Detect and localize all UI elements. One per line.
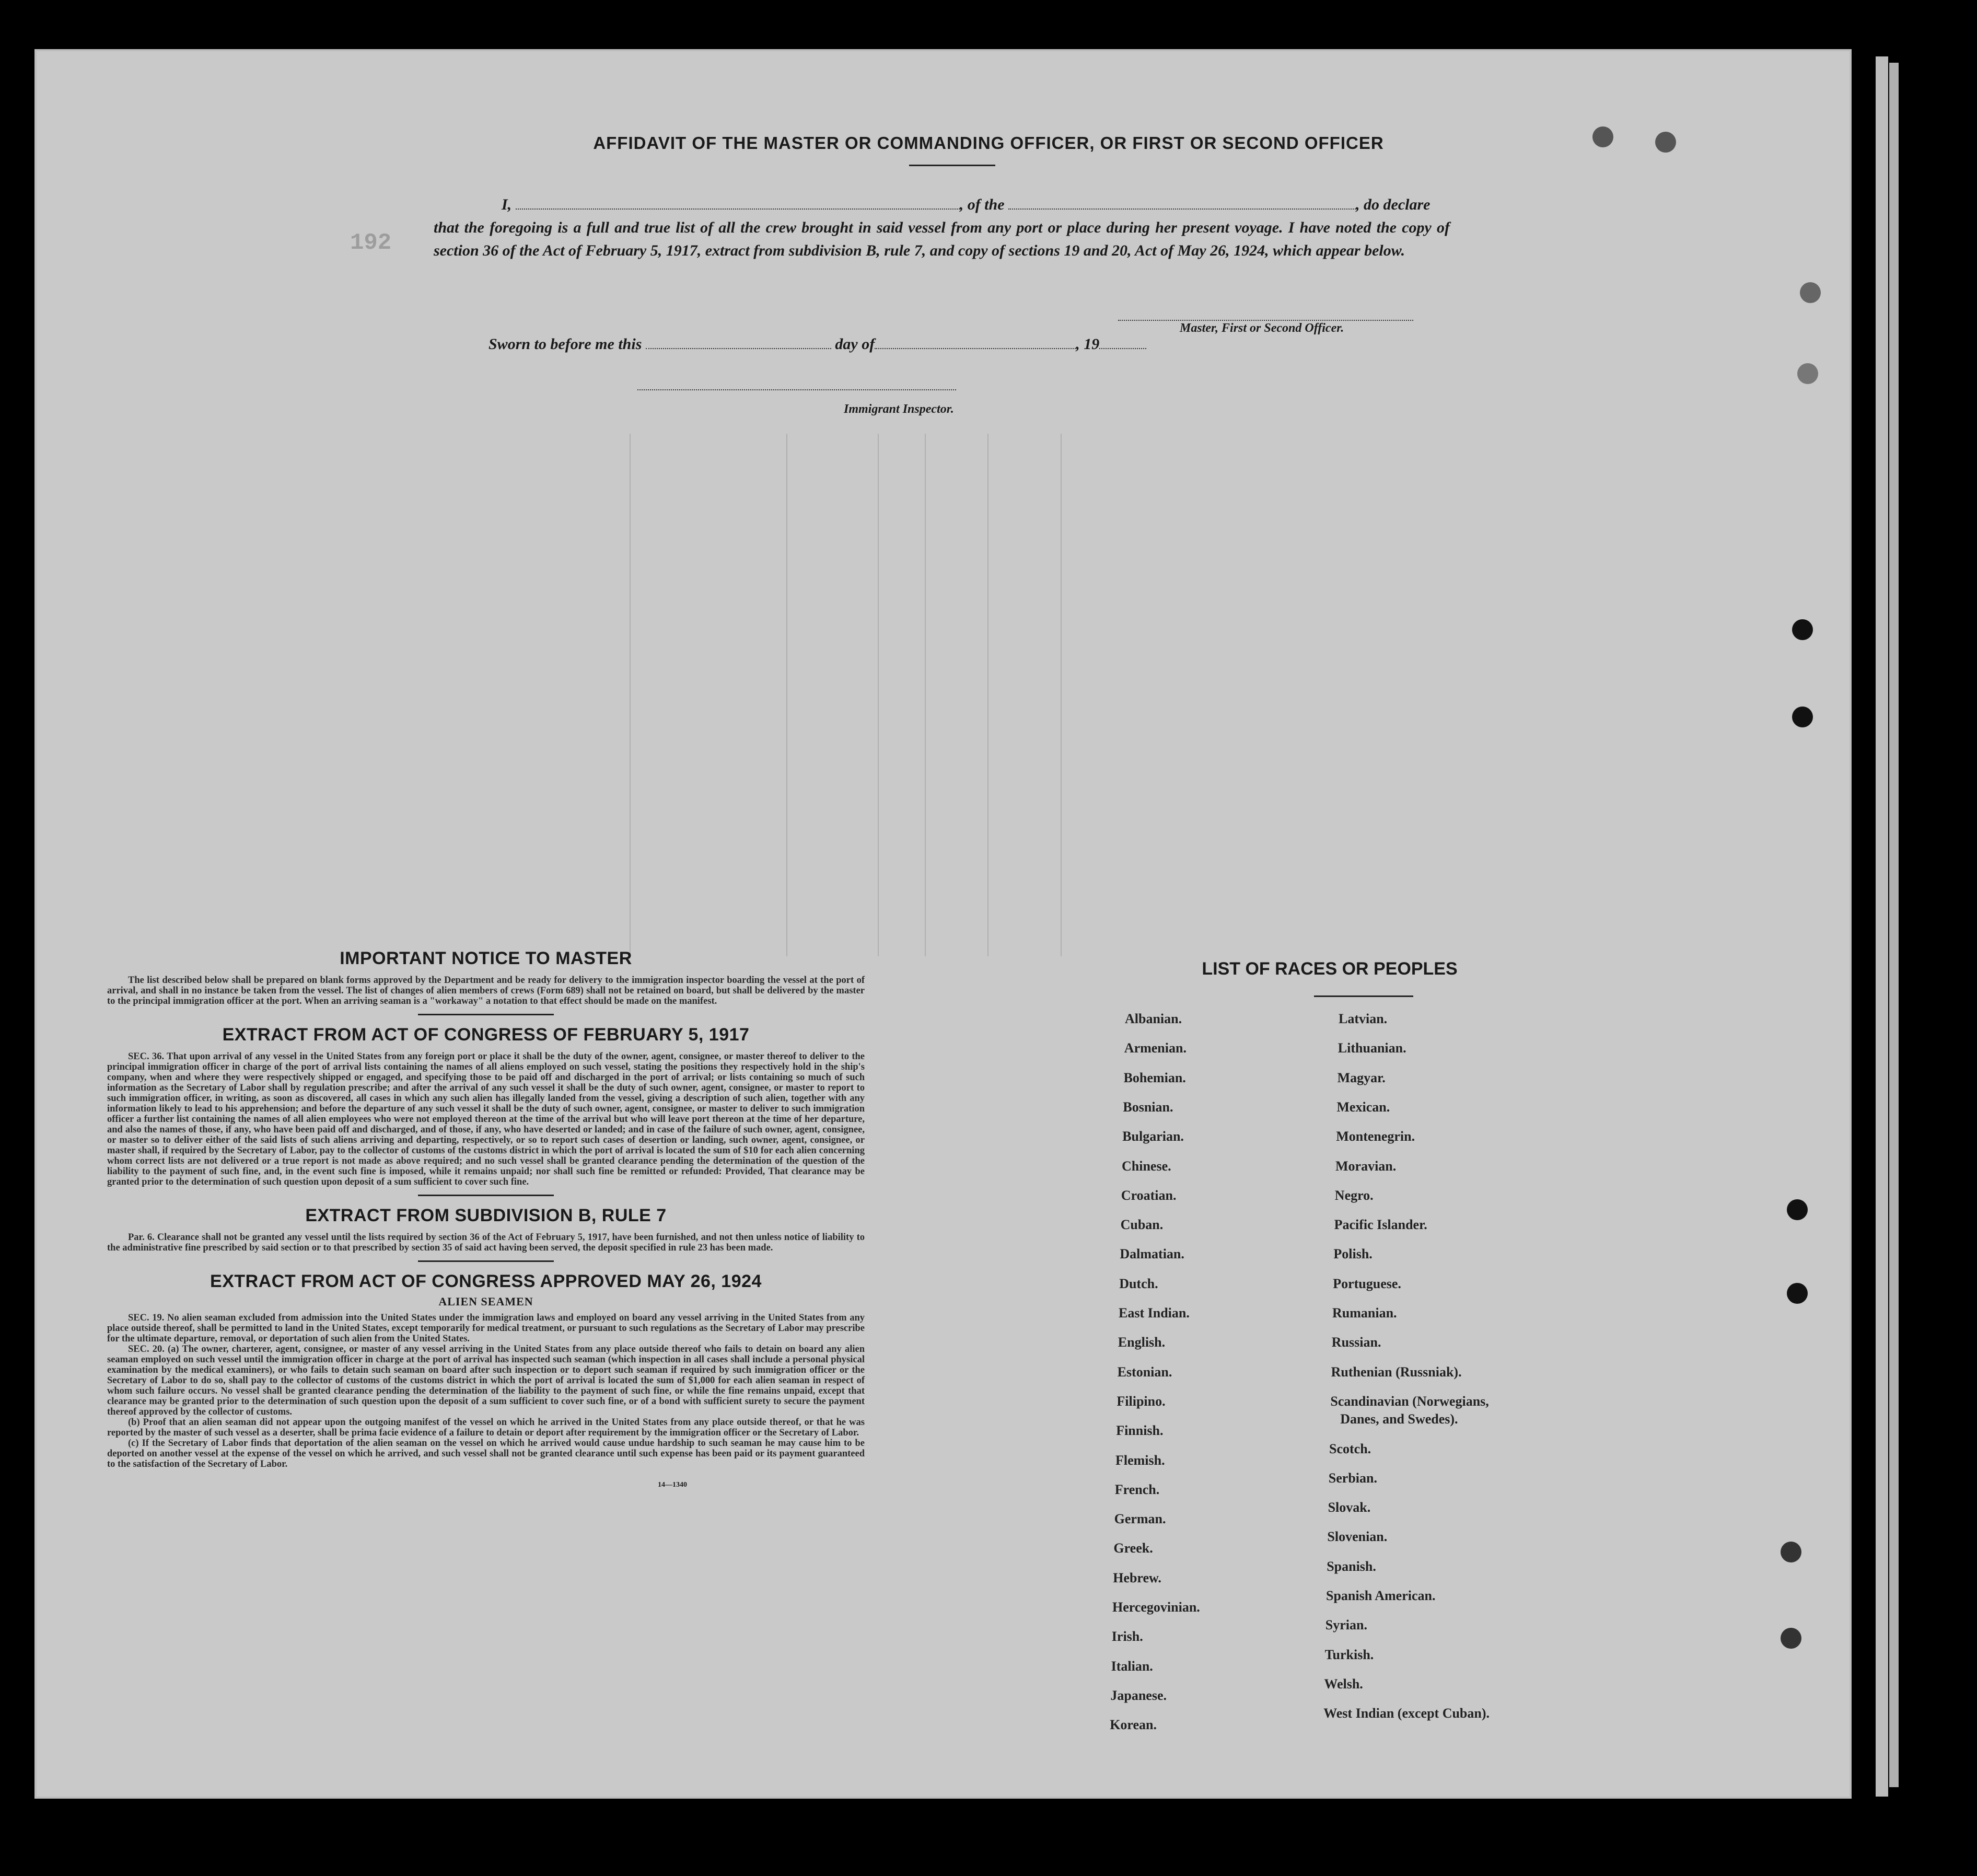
race-item: Welsh. [1324, 1676, 1363, 1692]
sec-20a: SEC. 20. (a) The owner, charterer, agent, consignee, or master of any vessel arriving in the United States from any place outside thereof who fails to detain on board any alien seaman employed on such vessel until the immigration officer in charge at the port of arrival has inspected such seaman (which inspection in all cases shall include a personal physical examination by the medical examiners), or who fails to detain such seaman on board after such inspection or to deport such seaman if required by such immigration officer or the Secretary of Labor to do so, shall pay to the collector of customs of the customs district in which the port of arrival is located the sum of $1,000 for each alien seaman in respect of whom such failure occurs. No vessel shall be granted clearance pending the determination of the liability to the payment of such fine, or while the fine remains unpaid, except that clearance may be granted prior to the determination of such question upon the deposit of a sum sufficient to cover such fine, or of a bond with sufficient surety to secure the payment thereof approved by the collector of customs. [107, 1344, 865, 1417]
races-title: LIST OF RACES OR PEOPLES [1202, 959, 1458, 979]
sworn-line [489, 335, 1146, 353]
race-item: Hebrew. [1113, 1570, 1161, 1585]
affidavit-statement: that the foregoing is a full and true list of all the crew brought in said vessel from any port or place during her present voyage. I have noted the copy of section 36 of the Act of February 5, 1917, extract from subdivision B, rule 7, and copy of sections 19 and 20, Act of May 26, 1924, which appear below. [434, 219, 1450, 259]
binder-hole [1787, 1283, 1808, 1304]
binder-hole [1792, 619, 1813, 640]
inspector-label: Immigrant Inspector. [844, 402, 954, 416]
race-item: Polish. [1333, 1246, 1373, 1262]
vessel-blank[interactable] [1008, 197, 1356, 210]
race-item: Montenegrin. [1336, 1129, 1415, 1144]
races-divider [1314, 995, 1413, 997]
race-item: Slovenian. [1327, 1529, 1388, 1545]
race-item: Ruthenian (Russniak). [1331, 1364, 1462, 1380]
alien-seamen-subtitle: ALIEN SEAMEN [438, 1295, 533, 1308]
extract-1924-text [107, 1313, 865, 1469]
master-signature-label: Master, First or Second Officer. [1180, 321, 1344, 335]
race-item: Estonian. [1117, 1364, 1172, 1380]
race-item: Mexican. [1336, 1099, 1390, 1115]
race-item: Japanese. [1110, 1687, 1167, 1703]
binder-hole [1797, 363, 1818, 384]
race-item: Irish. [1111, 1629, 1143, 1645]
inspector-signature-line[interactable] [637, 389, 956, 390]
race-item: English. [1118, 1335, 1166, 1350]
affidavit-title: AFFIDAVIT OF THE MASTER OR COMMANDING OFFICER, OR FIRST OR SECOND OFFICER [593, 133, 1384, 153]
page-edge-back [1889, 63, 1899, 1787]
master-signature-line[interactable] [1118, 320, 1413, 321]
extract-1917-text: SEC. 36. That upon arrival of any vessel in the United States from any foreign port or place it shall be the duty of the owner, agent, consignee, or master thereof to deliver to the principal immigration officer in charge of the port of arrival lists containing the names of all aliens employed on such vessel, stating the positions they respectively hold in the ship's company, when and where they were respectively shipped or engaged, and specifying those to be paid off and discharged in the port of arrival; or lists containing so much of such information as the Secretary of Labor shall by regulation prescribe; and after the arrival of any such vessel it shall be the duty of such owner, agent, consignee, or master to report to such immigration officer, in writing, as soon as discovered, all cases in which any such alien has illegally landed from the vessel, giving a description of such alien, together with any information likely to lead to his apprehension; and before the departure of any such vessel it shall be the duty of such owner, agent, consignee, or master to deliver to such immigration officer a further list containing the names of all alien employees who were not employed thereon at the time of the arrival but who will leave port thereon at the time of her departure, and also the names of those, if any, who have been paid off and discharged, and of those, if any, who have deserted or landed; and in case of the failure of such owner, agent, consignee, or master so to deliver either of the said lists of such aliens arriving and departing, respectively, or so to report such cases of desertion or landing, such owner, agent, consignee, or master shall, if required by the Secretary of Labor, pay to the collector of customs of the customs district in which the port of arrival is located the sum of $10 for each alien concerning whom correct lists are not delivered or a true report is not made as above required; and no such vessel shall be granted clearance pending the determination of the question of the liability to the payment of such fine, and, in the event such fine is imposed, while it remains unpaid; nor shall such fine be remitted or refunded: Provided, That clearance may be granted prior to the determination of such question upon deposit of a sum sufficient to cover such fine. [107, 1051, 865, 1187]
race-item: Spanish. [1327, 1558, 1376, 1574]
year-prefix: , 19 [1076, 335, 1100, 353]
notice-text: The list described below shall be prepared on blank forms approved by the Department and be ready for delivery to the immigration inspector boarding the vessel at the port of arrival, and shall in no instance be taken from the vessel. The list of changes of alien members of crews (Form 689) shall not be retained on board, but shall be delivered by the master to the principal immigration officer at the port. When an arriving seaman is a "workaway" a notation to that effect should be made on the manifest. [107, 975, 865, 1006]
divider [418, 1195, 554, 1196]
race-item: Moravian. [1335, 1158, 1397, 1174]
extract-rule7-title: EXTRACT FROM SUBDIVISION B, RULE 7 [305, 1206, 667, 1225]
race-item: Scotch. [1329, 1441, 1371, 1456]
race-item: Rumanian. [1332, 1305, 1397, 1321]
race-item: Korean. [1110, 1717, 1157, 1733]
binder-hole [1781, 1542, 1801, 1562]
race-item: Croatian. [1121, 1187, 1177, 1203]
race-item: German. [1114, 1511, 1166, 1527]
extract-1917-title: EXTRACT FROM ACT OF CONGRESS OF FEBRUARY 5, 1917 [222, 1025, 750, 1045]
extract-1924-title: EXTRACT FROM ACT OF CONGRESS APPROVED MAY 26, 1924 [210, 1271, 762, 1291]
notice-title: IMPORTANT NOTICE TO MASTER [340, 948, 632, 968]
sworn-day-blank[interactable] [646, 337, 831, 349]
race-item: Bulgarian. [1122, 1129, 1184, 1144]
race-item: Albanian. [1125, 1011, 1182, 1026]
sworn-text: Sworn to before me this [489, 335, 642, 353]
race-item: Cuban. [1120, 1217, 1164, 1233]
name-blank[interactable] [516, 197, 960, 210]
binder-hole [1800, 282, 1821, 303]
race-item: Latvian. [1339, 1011, 1388, 1026]
race-item: Syrian. [1325, 1617, 1367, 1633]
race-item: Finnish. [1116, 1423, 1164, 1439]
race-item: Serbian. [1328, 1470, 1377, 1486]
binder-hole [1792, 707, 1813, 727]
sec-19: SEC. 19. No alien seaman excluded from admission into the United States under the immigration laws and employed on board any vessel arriving in the United States from any place outside thereof, shall be permitted to land in the United States, except temporarily for medical treatment, or pursuant to such regulations as the Secretary of Labor may prescribe for the ultimate departure, removal, or deportation of such alien from the United States. [107, 1313, 865, 1344]
affidavit-body [434, 193, 1450, 262]
of-the-text: , of the [959, 196, 1005, 213]
race-item: Dalmatian. [1120, 1246, 1184, 1262]
divider [418, 1014, 554, 1015]
race-item: Italian. [1111, 1658, 1153, 1674]
sec-20c: (c) If the Secretary of Labor finds that deportation of the alien seaman on the vessel on which he arrived would cause undue hardship to such seaman he may cause him to be deported on another vessel at the expense of the vessel on which he arrived, and such vessel shall not be granted clearance until such expense has been paid or its payment guaranteed to the satisfaction of the Secretary of Labor. [107, 1438, 865, 1469]
margin-stamp: 192 [350, 230, 392, 256]
notices-column [107, 948, 865, 1489]
race-item: Portuguese. [1333, 1276, 1401, 1291]
race-item: Slovak. [1328, 1500, 1371, 1515]
day-of-text: day of [835, 335, 875, 353]
race-item: Spanish American. [1326, 1588, 1436, 1603]
race-item: Danes, and Swedes). [1340, 1411, 1458, 1427]
race-item: Dutch. [1119, 1276, 1158, 1291]
race-item: Bosnian. [1123, 1099, 1173, 1115]
race-item: Bohemian. [1123, 1070, 1186, 1085]
affidavit-i: I, [502, 196, 512, 213]
race-item: Hercegovinian. [1112, 1600, 1200, 1615]
race-item: Scandinavian (Norwegians, [1330, 1393, 1489, 1409]
divider [418, 1260, 554, 1262]
race-item: Russian. [1331, 1335, 1381, 1350]
race-item: Magyar. [1337, 1070, 1386, 1085]
race-item: French. [1114, 1481, 1160, 1497]
page-edge [1876, 56, 1888, 1797]
race-item: Chinese. [1122, 1158, 1171, 1174]
race-item: Filipino. [1117, 1393, 1166, 1409]
do-declare-text: , do declare [1356, 196, 1431, 213]
race-item: Pacific Islander. [1334, 1217, 1427, 1233]
race-item: Lithuanian. [1338, 1040, 1406, 1056]
sec-20b: (b) Proof that an alien seaman did not appear upon the outgoing manifest of the vessel on which he arrived in the United States from any place outside thereof, or that he was reported by the master of such vessel as a deserter, shall be prima facie evidence of a failure to detain or deport after requirement by the immigration officer or the Secretary of Labor. [107, 1417, 865, 1438]
sworn-month-blank[interactable] [875, 337, 1076, 349]
binder-hole [1781, 1628, 1801, 1649]
binder-hole [1787, 1199, 1808, 1220]
extract-rule7-text: Par. 6. Clearance shall not be granted any vessel until the lists required by section 36 of the Act of February 5, 1917, have been furnished, and not then unless notice of liability to the administrative fine prescribed by said section or to that prescribed by section 35 of said act having been served, the deposit specified in rule 23 has been made. [107, 1232, 865, 1253]
race-item: Turkish. [1324, 1647, 1374, 1662]
race-item: Greek. [1113, 1541, 1153, 1556]
form-number: 14—1340 [658, 1481, 687, 1489]
title-divider [909, 165, 995, 166]
race-item: Armenian. [1124, 1040, 1187, 1056]
race-item: Negro. [1334, 1187, 1374, 1203]
race-item: East Indian. [1119, 1305, 1190, 1321]
race-item: Flemish. [1115, 1452, 1165, 1468]
document-sheet [37, 51, 1850, 1797]
race-item: West Indian (except Cuban). [1323, 1706, 1490, 1721]
sworn-year-blank[interactable] [1099, 337, 1146, 349]
